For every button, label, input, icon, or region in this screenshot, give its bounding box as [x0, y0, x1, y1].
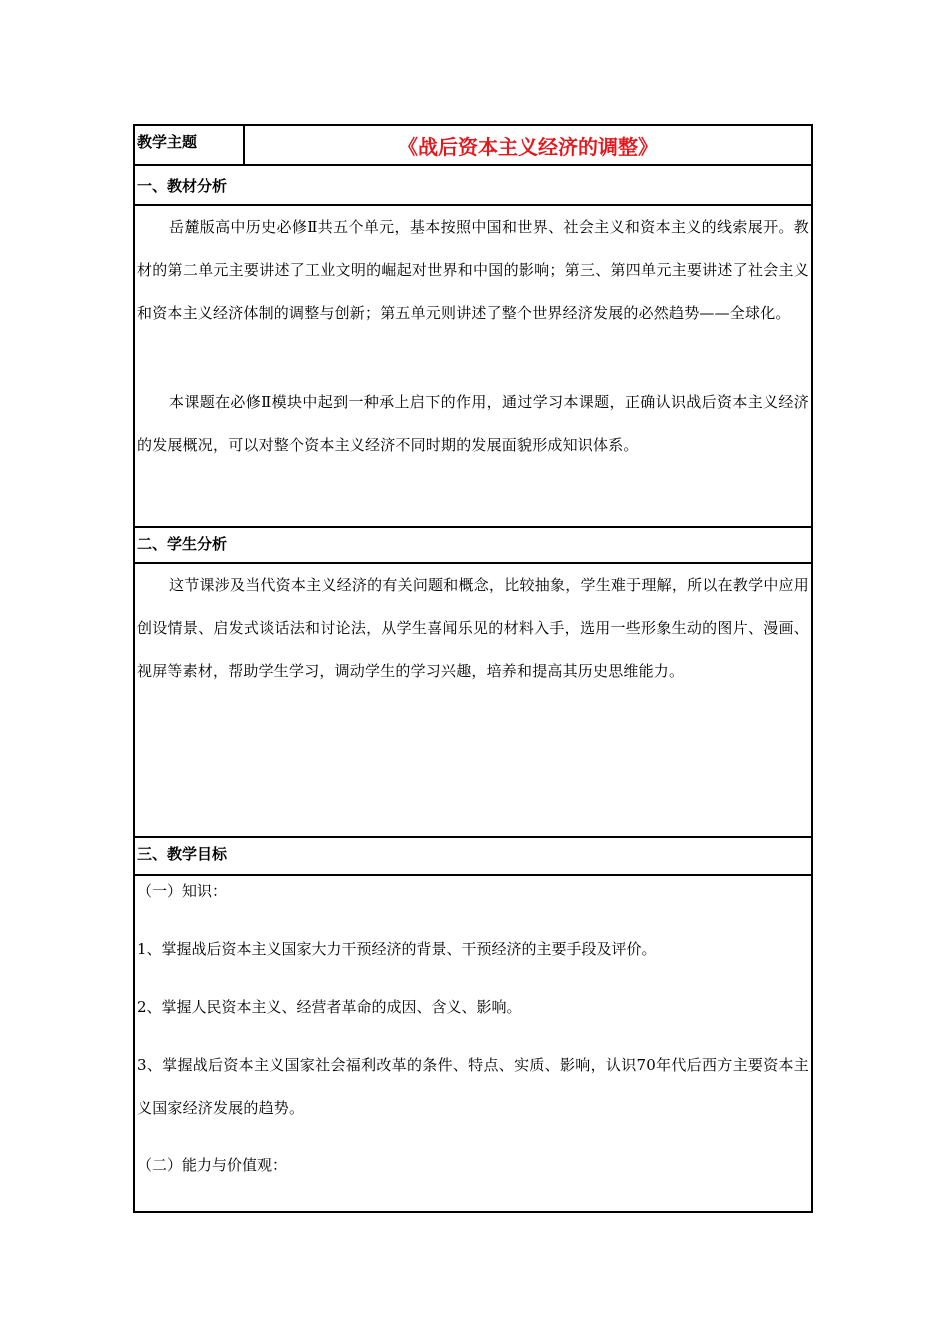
- section-heading-textbook: 一、教材分析: [137, 177, 228, 195]
- students-paragraph: 这节课涉及当代资本主义经济的有关问题和概念，比较抽象，学生难于理解，所以在教学中应用创设情景、启发式谈话法和讨论法，从学生喜闻乐见的材料入手，选用一些形象生动的图片、漫画、视屏等素材，帮助学生学习，调动学生的学习兴趣，培养和提高其历史思维能力。: [137, 576, 809, 680]
- divider: [135, 526, 811, 528]
- section-heading-goals: 三、教学目标: [137, 845, 228, 863]
- topic-label: 教学主题: [135, 126, 245, 166]
- knowledge-label: （一）知识：: [137, 882, 228, 900]
- ability-label: （二）能力与价值观：: [137, 1156, 288, 1174]
- divider: [135, 164, 811, 166]
- goal-item: 2、掌握人民资本主义、经营者革命的成因、含义、影响。: [137, 998, 522, 1016]
- lesson-plan-table: [133, 124, 813, 1213]
- topic-title: 《战后资本主义经济的调整》: [398, 135, 658, 159]
- divider: [135, 836, 811, 838]
- textbook-paragraph: 本课题在必修Ⅱ模块中起到一种承上启下的作用，通过学习本课题，正确认识战后资本主义经济的发展概况，可以对整个资本主义经济不同时期的发展面貌形成知识体系。: [137, 393, 809, 454]
- textbook-paragraph: 岳麓版高中历史必修Ⅱ共五个单元，基本按照中国和世界、社会主义和资本主义的线索展开。教材的第二单元主要讲述了工业文明的崛起对世界和中国的影响；第三、第四单元主要讲述了社会主义和资本主义经济体制的调整与创新；第五单元则讲述了整个世界经济发展的必然趋势——全球化。: [137, 218, 809, 322]
- goal-item: 3、掌握战后资本主义国家社会福利改革的条件、特点、实质、影响，认识70年代后西方主要资本主义国家经济发展的趋势。: [137, 1056, 809, 1117]
- goal-item: 1、掌握战后资本主义国家大力干预经济的背景、干预经济的主要手段及评价。: [137, 940, 657, 958]
- section-heading-students: 二、学生分析: [137, 535, 228, 553]
